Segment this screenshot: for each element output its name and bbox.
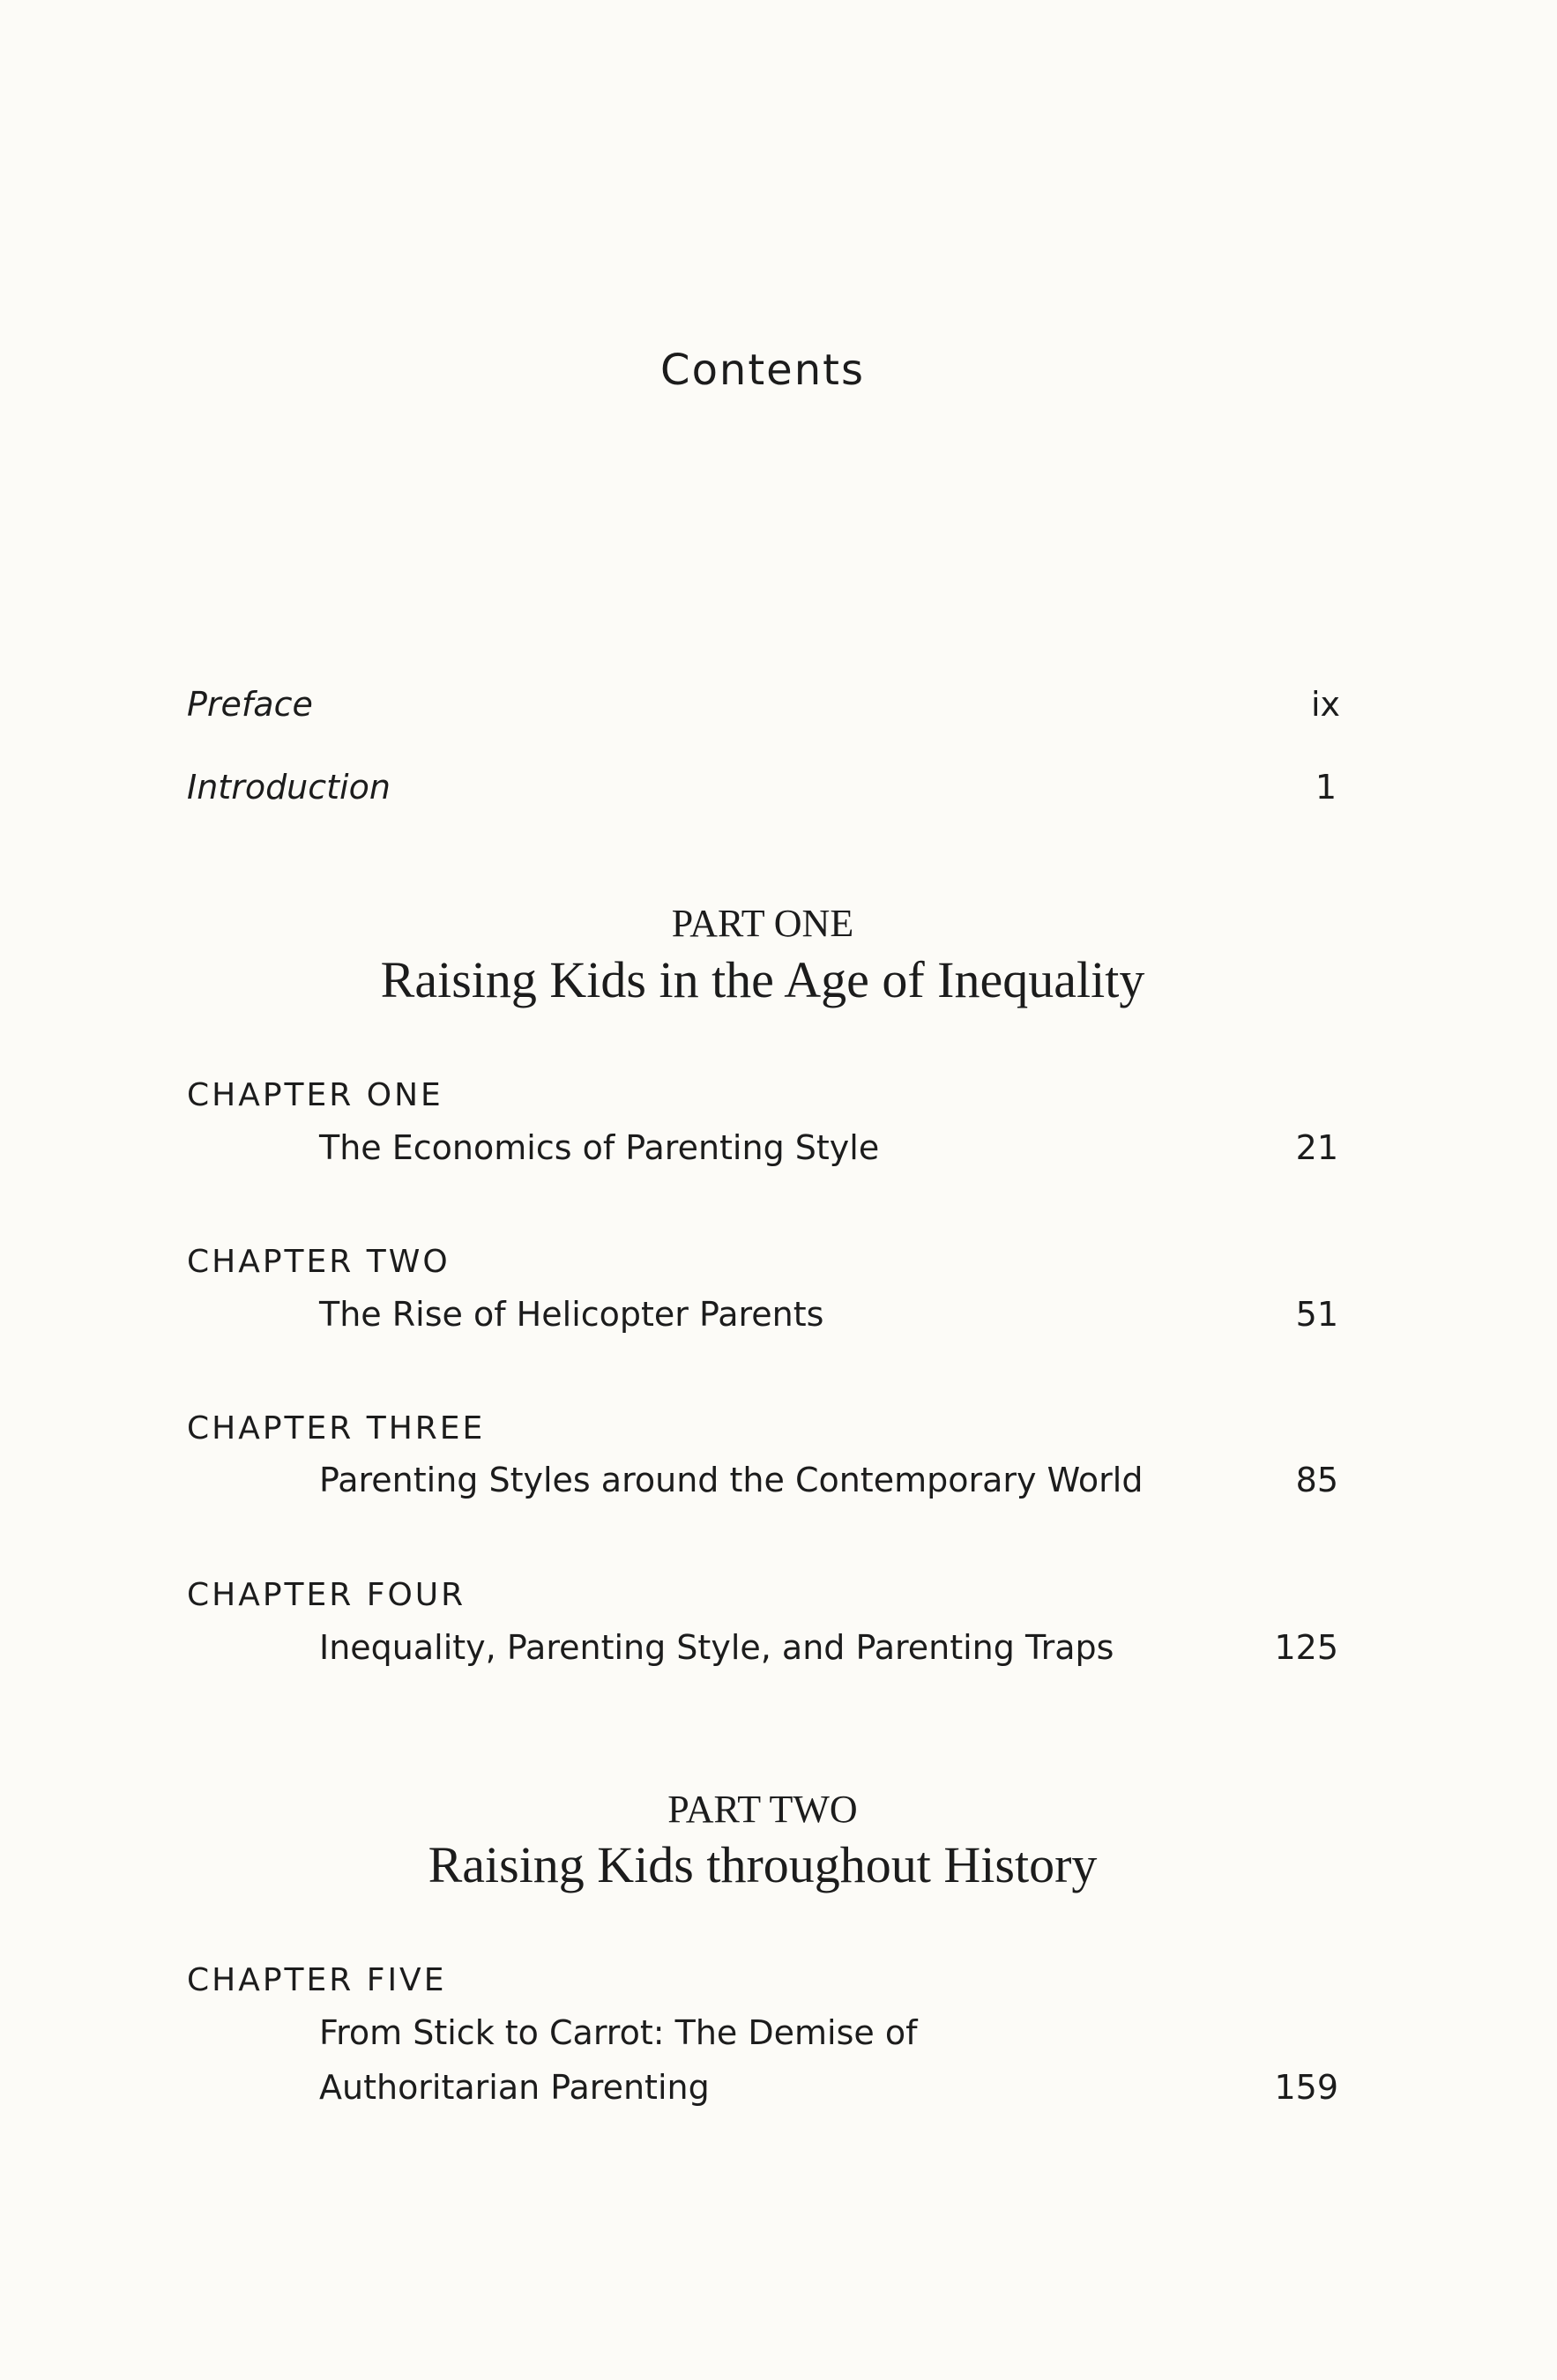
chapter-three-page: 85 xyxy=(1295,1461,1338,1499)
toc-entry-preface-label[interactable]: Preface xyxy=(187,685,313,724)
chapter-two-page: 51 xyxy=(1295,1295,1338,1334)
part-one-title: Raising Kids in the Age of Inequality xyxy=(380,951,1145,1008)
chapter-five-title-line1[interactable]: From Stick to Carrot: The Demise of xyxy=(319,2013,918,2052)
toc-entry-introduction-page: 1 xyxy=(1315,768,1337,807)
chapter-five-label: CHAPTER FIVE xyxy=(187,1962,447,1998)
page-title: Contents xyxy=(660,346,865,395)
chapter-four-label: CHAPTER FOUR xyxy=(187,1577,466,1613)
part-two-title: Raising Kids throughout History xyxy=(428,1836,1098,1893)
part-one-label: PART ONE xyxy=(671,902,854,945)
chapter-three-title[interactable]: Parenting Styles around the Contemporary World xyxy=(319,1461,1144,1499)
chapter-four-page: 125 xyxy=(1274,1628,1338,1667)
chapter-two-label: CHAPTER TWO xyxy=(187,1244,451,1280)
chapter-two-title[interactable]: The Rise of Helicopter Parents xyxy=(319,1295,824,1334)
chapter-one-page: 21 xyxy=(1295,1128,1338,1167)
toc-entry-introduction-label[interactable]: Introduction xyxy=(187,768,391,807)
toc-entry-preface-page: ix xyxy=(1310,685,1340,724)
chapter-three-label: CHAPTER THREE xyxy=(187,1410,486,1447)
chapter-one-title[interactable]: The Economics of Parenting Style xyxy=(319,1128,880,1167)
chapter-four-title[interactable]: Inequality, Parenting Style, and Parenting Traps xyxy=(319,1628,1114,1667)
chapter-one-label: CHAPTER ONE xyxy=(187,1077,443,1113)
part-two-label: PART TWO xyxy=(667,1788,858,1831)
chapter-five-title-line2[interactable]: Authoritarian Parenting xyxy=(319,2068,710,2107)
chapter-five-page: 159 xyxy=(1274,2068,1338,2107)
